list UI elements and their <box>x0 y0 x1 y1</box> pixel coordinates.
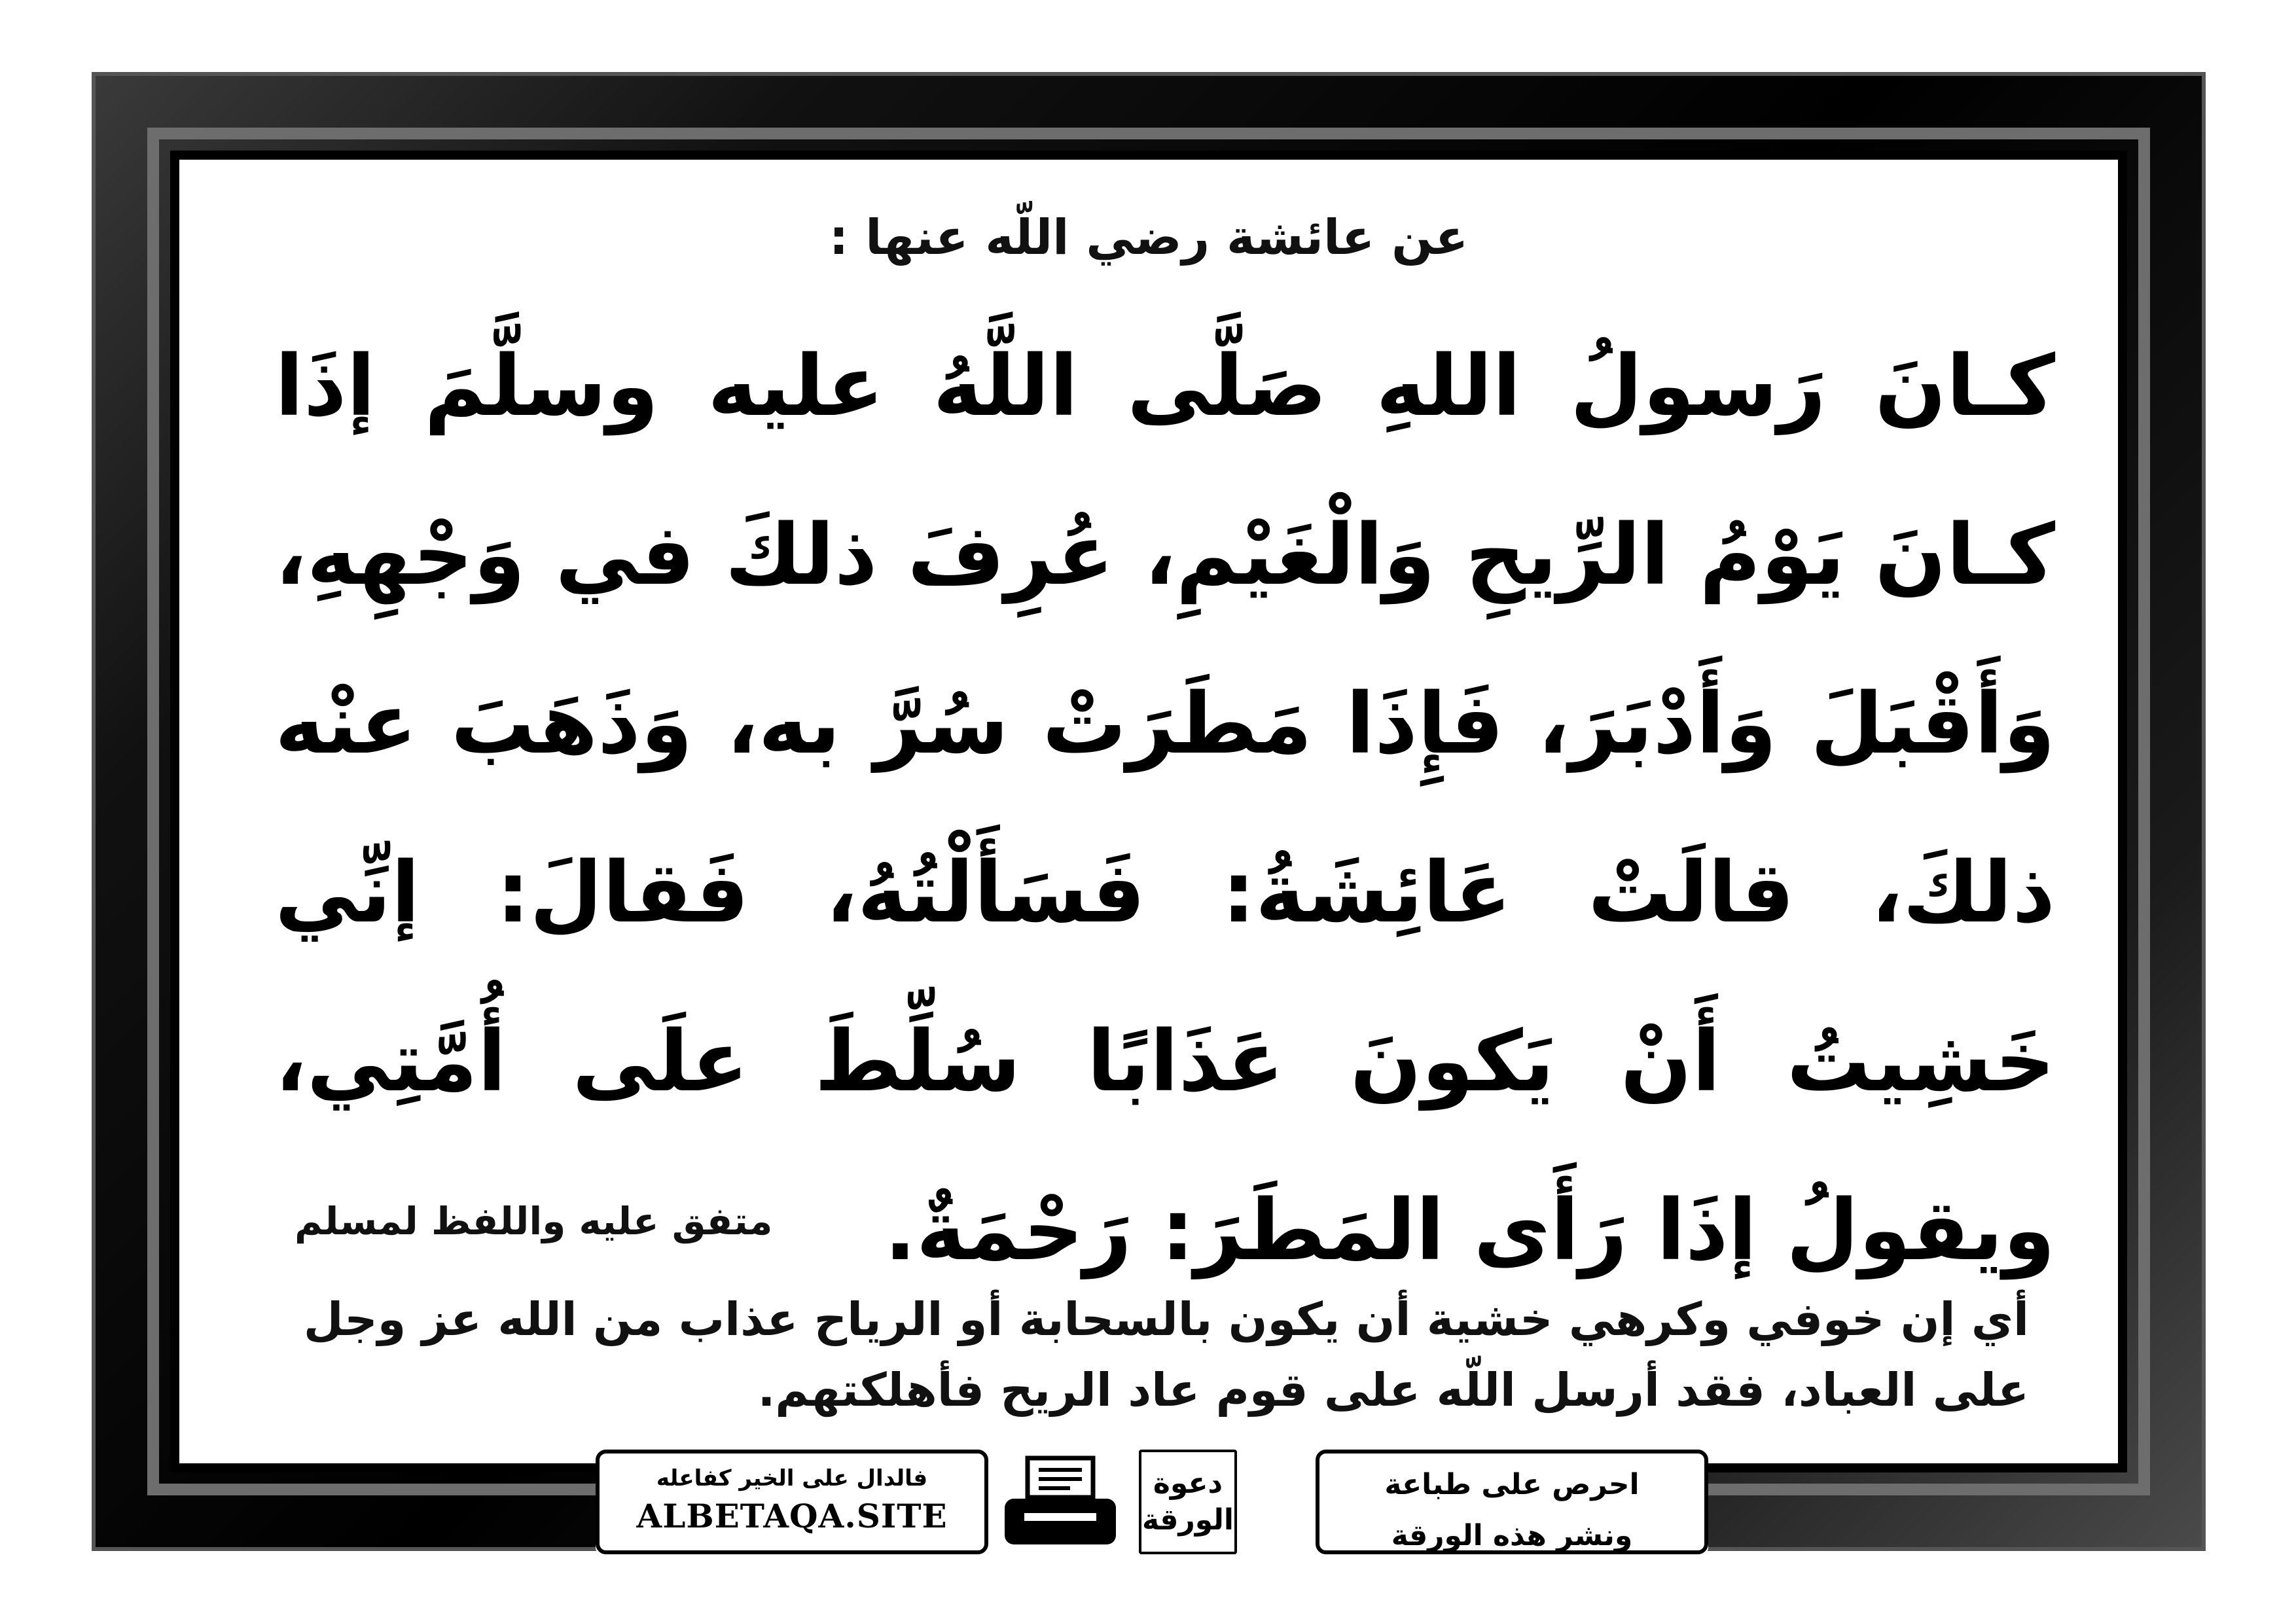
print-reminder-box <box>1316 1450 1708 1554</box>
print-reminder-line1: احرص على طباعة <box>1384 1468 1640 1501</box>
explanation-text: أي إن خوفي وكرهي خشية أن يكون بالسحابة أو الرياح عذاب من الله عز وجل على العباد، فقد أرسل اللّه على قوم عاد الريح فأهلكتهم. <box>303 1293 2029 1417</box>
logo-text: دعوة الورقة <box>1141 1467 1234 1537</box>
card-content <box>190 171 2108 1448</box>
printer-icon <box>998 1453 1122 1551</box>
narrator-intro: عن عائشة رضي اللّه عنها : <box>829 209 1469 266</box>
print-reminder-line2: ونشر هذه الورقة <box>1391 1519 1633 1552</box>
footer-bar <box>596 1450 1708 1554</box>
website-box[interactable] <box>596 1450 988 1554</box>
hadith-text: كـانَ رَسولُ اللهِ صَلَّى اللَّهُ عليه وسلَّمَ إذَا كـانَ يَوْمُ الرِّيحِ وَالْغَيْمِ، عُرِفَ ذلكَ في وَجْهِهِ، وَأَقْبَلَ وَأَدْبَرَ، فَإِذَا مَطَرَتْ سُرَّ به، وَذَهَبَ عنْه ذلكَ، قالَتْ عَائِشَةُ: فَسَأَلْتُهُ، فَقالَ: إنِّي خَشِيتُ أَنْ يَكونَ عَذَابًا سُلِّطَ علَى أُمَّتِي، ويقولُ إذَا رَأَى المَطَرَ: رَحْمَةٌ. <box>275 338 2055 1279</box>
website-url[interactable]: ALBETAQA.SITE <box>636 1497 948 1535</box>
website-slogan: فالدال على الخير كفاعله <box>656 1465 928 1491</box>
hadith-source: متفق عليه واللفظ لمسلم <box>295 1199 773 1243</box>
dawa-logo <box>1139 1450 1237 1554</box>
